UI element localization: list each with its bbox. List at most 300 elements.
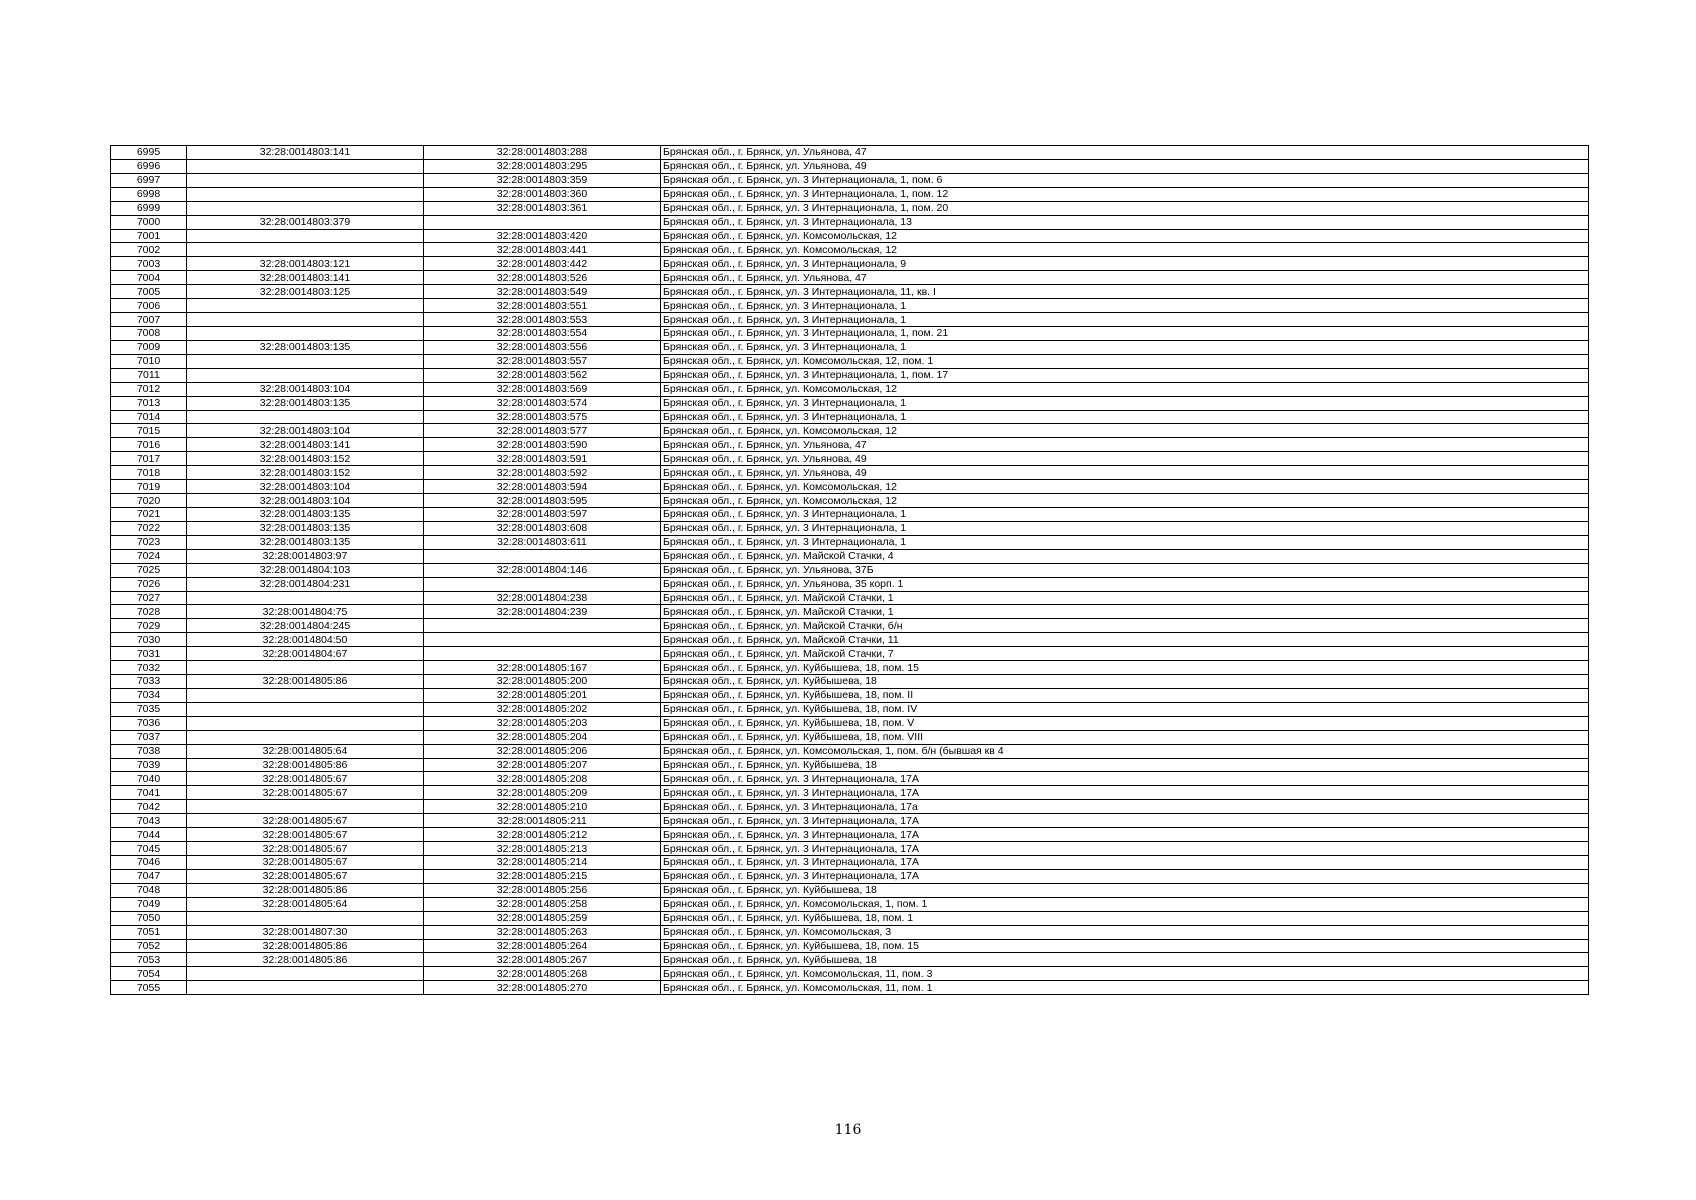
address-cell: Брянская обл., г. Брянск, ул. 3 Интернационала, 1, пом. 12 (661, 187, 1589, 201)
table-row (111, 215, 1589, 229)
parent-cadastral-number-cell: 32:28:0014805:86 (187, 953, 424, 967)
parent-cadastral-number-cell (187, 187, 424, 201)
parent-cadastral-number-cell (187, 730, 424, 744)
parent-cadastral-number-cell: 32:28:0014804:245 (187, 619, 424, 633)
address-cell: Брянская обл., г. Брянск, ул. 3 Интернационала, 17А (661, 828, 1589, 842)
address-cell: Брянская обл., г. Брянск, ул. 3 Интернационала, 13 (661, 215, 1589, 229)
table-row (111, 786, 1589, 800)
cadastral-number-cell: 32:28:0014805:268 (424, 967, 661, 981)
address-cell: Брянская обл., г. Брянск, ул. 3 Интернационала, 17А (661, 856, 1589, 870)
address-cell: Брянская обл., г. Брянск, ул. Куйбышева, 18, пом. II (661, 688, 1589, 702)
row-number-cell: 7036 (111, 716, 187, 730)
table-row (111, 424, 1589, 438)
row-number-cell: 7004 (111, 271, 187, 285)
table-row (111, 772, 1589, 786)
address-cell: Брянская обл., г. Брянск, ул. Комсомольская, 11, пом. 3 (661, 967, 1589, 981)
row-number-cell: 7026 (111, 577, 187, 591)
table-row (111, 814, 1589, 828)
table-row (111, 577, 1589, 591)
cadastral-number-cell: 32:28:0014805:267 (424, 953, 661, 967)
page-number: 116 (834, 1122, 862, 1138)
address-cell: Брянская обл., г. Брянск, ул. Комсомольская, 1, пом. 1 (661, 897, 1589, 911)
table-row (111, 257, 1589, 271)
address-cell: Брянская обл., г. Брянск, ул. 3 Интернационала, 1 (661, 535, 1589, 549)
cadastral-number-cell: 32:28:0014803:553 (424, 313, 661, 327)
cadastral-number-cell: 32:28:0014803:562 (424, 368, 661, 382)
row-number-cell: 7035 (111, 702, 187, 716)
address-cell: Брянская обл., г. Брянск, ул. 3 Интернационала, 1 (661, 313, 1589, 327)
cadastral-number-cell: 32:28:0014805:212 (424, 828, 661, 842)
address-cell: Брянская обл., г. Брянск, ул. Комсомольская, 12 (661, 382, 1589, 396)
table-row (111, 716, 1589, 730)
row-number-cell: 7023 (111, 535, 187, 549)
cadastral-number-cell: 32:28:0014805:211 (424, 814, 661, 828)
address-cell: Брянская обл., г. Брянск, ул. Ульянова, 49 (661, 452, 1589, 466)
table-row (111, 925, 1589, 939)
property-register-table (110, 145, 1589, 995)
cadastral-number-cell: 32:28:0014803:441 (424, 243, 661, 257)
row-number-cell: 7055 (111, 981, 187, 995)
row-number-cell: 7001 (111, 229, 187, 243)
address-cell: Брянская обл., г. Брянск, ул. 3 Интернационала, 11, кв. I (661, 285, 1589, 299)
address-cell: Брянская обл., г. Брянск, ул. 3 Интернационала, 1 (661, 340, 1589, 354)
address-cell: Брянская обл., г. Брянск, ул. 3 Интернационала, 17А (661, 786, 1589, 800)
parent-cadastral-number-cell: 32:28:0014804:50 (187, 633, 424, 647)
parent-cadastral-number-cell: 32:28:0014805:67 (187, 814, 424, 828)
cadastral-number-cell: 32:28:0014803:360 (424, 187, 661, 201)
table-row (111, 521, 1589, 535)
cadastral-number-cell: 32:28:0014803:551 (424, 299, 661, 313)
table-row (111, 382, 1589, 396)
address-cell: Брянская обл., г. Брянск, ул. 3 Интернационала, 1 (661, 507, 1589, 521)
table-row (111, 967, 1589, 981)
cadastral-number-cell (424, 215, 661, 229)
table-row (111, 340, 1589, 354)
parent-cadastral-number-cell: 32:28:0014803:104 (187, 382, 424, 396)
parent-cadastral-number-cell: 32:28:0014805:86 (187, 675, 424, 689)
parent-cadastral-number-cell: 32:28:0014803:97 (187, 549, 424, 563)
row-number-cell: 7020 (111, 494, 187, 508)
cadastral-number-cell: 32:28:0014805:270 (424, 981, 661, 995)
row-number-cell: 7042 (111, 800, 187, 814)
cadastral-number-cell (424, 577, 661, 591)
row-number-cell: 7006 (111, 299, 187, 313)
cadastral-number-cell: 32:28:0014803:569 (424, 382, 661, 396)
table-row (111, 911, 1589, 925)
row-number-cell: 7008 (111, 326, 187, 340)
table-row (111, 939, 1589, 953)
table-row (111, 229, 1589, 243)
cadastral-number-cell: 32:28:0014805:210 (424, 800, 661, 814)
table-row (111, 466, 1589, 480)
table-row (111, 744, 1589, 758)
row-number-cell: 7025 (111, 563, 187, 577)
cadastral-number-cell: 32:28:0014805:207 (424, 758, 661, 772)
table-row (111, 285, 1589, 299)
row-number-cell: 7052 (111, 939, 187, 953)
address-cell: Брянская обл., г. Брянск, ул. Майской Стачки, 1 (661, 591, 1589, 605)
cadastral-number-cell: 32:28:0014805:259 (424, 911, 661, 925)
address-cell: Брянская обл., г. Брянск, ул. 3 Интернационала, 1 (661, 299, 1589, 313)
parent-cadastral-number-cell: 32:28:0014803:104 (187, 480, 424, 494)
row-number-cell: 7031 (111, 647, 187, 661)
parent-cadastral-number-cell (187, 688, 424, 702)
table-row (111, 688, 1589, 702)
parent-cadastral-number-cell (187, 410, 424, 424)
cadastral-number-cell: 32:28:0014805:264 (424, 939, 661, 953)
table-row (111, 675, 1589, 689)
address-cell: Брянская обл., г. Брянск, ул. Ульянова, 47 (661, 146, 1589, 160)
cadastral-number-cell (424, 647, 661, 661)
cadastral-number-cell: 32:28:0014805:263 (424, 925, 661, 939)
cadastral-number-cell: 32:28:0014805:258 (424, 897, 661, 911)
address-cell: Брянская обл., г. Брянск, ул. 3 Интернационала, 1 (661, 396, 1589, 410)
row-number-cell: 7019 (111, 480, 187, 494)
cadastral-number-cell: 32:28:0014803:594 (424, 480, 661, 494)
address-cell: Брянская обл., г. Брянск, ул. Ульянова, 35 корп. 1 (661, 577, 1589, 591)
table-row (111, 173, 1589, 187)
cadastral-number-cell: 32:28:0014803:595 (424, 494, 661, 508)
table-row (111, 897, 1589, 911)
parent-cadastral-number-cell: 32:28:0014803:121 (187, 257, 424, 271)
cadastral-number-cell: 32:28:0014803:577 (424, 424, 661, 438)
row-number-cell: 7003 (111, 257, 187, 271)
table-row (111, 201, 1589, 215)
parent-cadastral-number-cell: 32:28:0014803:135 (187, 340, 424, 354)
table-row (111, 159, 1589, 173)
parent-cadastral-number-cell: 32:28:0014803:141 (187, 271, 424, 285)
table-row (111, 981, 1589, 995)
cadastral-number-cell: 32:28:0014803:359 (424, 173, 661, 187)
address-cell: Брянская обл., г. Брянск, ул. 3 Интернационала, 1, пом. 6 (661, 173, 1589, 187)
row-number-cell: 6997 (111, 173, 187, 187)
row-number-cell: 7014 (111, 410, 187, 424)
table-row (111, 856, 1589, 870)
cadastral-number-cell: 32:28:0014803:442 (424, 257, 661, 271)
parent-cadastral-number-cell (187, 981, 424, 995)
parent-cadastral-number-cell: 32:28:0014805:86 (187, 883, 424, 897)
parent-cadastral-number-cell: 32:28:0014803:152 (187, 452, 424, 466)
cadastral-number-cell: 32:28:0014805:215 (424, 869, 661, 883)
parent-cadastral-number-cell (187, 368, 424, 382)
cadastral-number-cell: 32:28:0014803:597 (424, 507, 661, 521)
table-row (111, 396, 1589, 410)
cadastral-number-cell: 32:28:0014803:590 (424, 438, 661, 452)
row-number-cell: 7037 (111, 730, 187, 744)
address-cell: Брянская обл., г. Брянск, ул. 3 Интернационала, 1 (661, 410, 1589, 424)
address-cell: Брянская обл., г. Брянск, ул. 3 Интернационала, 17А (661, 842, 1589, 856)
table-row (111, 702, 1589, 716)
parent-cadastral-number-cell (187, 313, 424, 327)
row-number-cell: 7048 (111, 883, 187, 897)
row-number-cell: 7043 (111, 814, 187, 828)
parent-cadastral-number-cell: 32:28:0014804:75 (187, 605, 424, 619)
parent-cadastral-number-cell: 32:28:0014803:135 (187, 521, 424, 535)
row-number-cell: 7007 (111, 313, 187, 327)
parent-cadastral-number-cell: 32:28:0014805:67 (187, 828, 424, 842)
cadastral-number-cell: 32:28:0014803:526 (424, 271, 661, 285)
parent-cadastral-number-cell: 32:28:0014807:30 (187, 925, 424, 939)
row-number-cell: 7018 (111, 466, 187, 480)
address-cell: Брянская обл., г. Брянск, ул. Куйбышева, 18, пом. 15 (661, 939, 1589, 953)
table-row (111, 647, 1589, 661)
address-cell: Брянская обл., г. Брянск, ул. Ульянова, 47 (661, 438, 1589, 452)
row-number-cell: 7016 (111, 438, 187, 452)
parent-cadastral-number-cell (187, 354, 424, 368)
row-number-cell: 6996 (111, 159, 187, 173)
cadastral-number-cell: 32:28:0014805:204 (424, 730, 661, 744)
address-cell: Брянская обл., г. Брянск, ул. Куйбышева, 18 (661, 883, 1589, 897)
cadastral-number-cell: 32:28:0014804:239 (424, 605, 661, 619)
parent-cadastral-number-cell: 32:28:0014803:104 (187, 494, 424, 508)
table-row (111, 299, 1589, 313)
row-number-cell: 7050 (111, 911, 187, 925)
parent-cadastral-number-cell (187, 702, 424, 716)
row-number-cell: 7015 (111, 424, 187, 438)
parent-cadastral-number-cell (187, 800, 424, 814)
address-cell: Брянская обл., г. Брянск, ул. Куйбышева, 18, пом. VIII (661, 730, 1589, 744)
cadastral-number-cell: 32:28:0014805:203 (424, 716, 661, 730)
address-cell: Брянская обл., г. Брянск, ул. Ульянова, 49 (661, 159, 1589, 173)
table-row (111, 354, 1589, 368)
cadastral-number-cell: 32:28:0014805:167 (424, 661, 661, 675)
table-row (111, 633, 1589, 647)
parent-cadastral-number-cell (187, 243, 424, 257)
cadastral-number-cell: 32:28:0014805:206 (424, 744, 661, 758)
parent-cadastral-number-cell (187, 326, 424, 340)
cadastral-number-cell: 32:28:0014803:608 (424, 521, 661, 535)
row-number-cell: 7044 (111, 828, 187, 842)
table-row (111, 313, 1589, 327)
row-number-cell: 7034 (111, 688, 187, 702)
row-number-cell: 7022 (111, 521, 187, 535)
cadastral-number-cell (424, 549, 661, 563)
table-row (111, 438, 1589, 452)
address-cell: Брянская обл., г. Брянск, ул. Комсомольская, 1, пом. б/н (бывшая кв 4 (661, 744, 1589, 758)
cadastral-number-cell: 32:28:0014804:238 (424, 591, 661, 605)
address-cell: Брянская обл., г. Брянск, ул. 3 Интернационала, 9 (661, 257, 1589, 271)
parent-cadastral-number-cell: 32:28:0014804:67 (187, 647, 424, 661)
cadastral-number-cell: 32:28:0014803:361 (424, 201, 661, 215)
row-number-cell: 7024 (111, 549, 187, 563)
parent-cadastral-number-cell (187, 661, 424, 675)
row-number-cell: 6998 (111, 187, 187, 201)
cadastral-number-cell: 32:28:0014803:575 (424, 410, 661, 424)
table-row (111, 842, 1589, 856)
address-cell: Брянская обл., г. Брянск, ул. Куйбышева, 18 (661, 758, 1589, 772)
cadastral-number-cell: 32:28:0014804:146 (424, 563, 661, 577)
table-row (111, 494, 1589, 508)
table-row (111, 326, 1589, 340)
parent-cadastral-number-cell: 32:28:0014805:67 (187, 842, 424, 856)
row-number-cell: 7029 (111, 619, 187, 633)
table-row (111, 828, 1589, 842)
address-cell: Брянская обл., г. Брянск, ул. Комсомольская, 12 (661, 480, 1589, 494)
parent-cadastral-number-cell (187, 716, 424, 730)
parent-cadastral-number-cell: 32:28:0014803:141 (187, 146, 424, 160)
address-cell: Брянская обл., г. Брянск, ул. Комсомольская, 12 (661, 243, 1589, 257)
row-number-cell: 7017 (111, 452, 187, 466)
cadastral-number-cell: 32:28:0014803:295 (424, 159, 661, 173)
table-row (111, 243, 1589, 257)
row-number-cell: 7000 (111, 215, 187, 229)
address-cell: Брянская обл., г. Брянск, ул. Комсомольская, 12 (661, 494, 1589, 508)
table-row (111, 619, 1589, 633)
table-row (111, 535, 1589, 549)
cadastral-number-cell: 32:28:0014803:557 (424, 354, 661, 368)
cadastral-number-cell: 32:28:0014803:556 (424, 340, 661, 354)
address-cell: Брянская обл., г. Брянск, ул. 3 Интернационала, 17а (661, 800, 1589, 814)
row-number-cell: 7027 (111, 591, 187, 605)
parent-cadastral-number-cell: 32:28:0014805:64 (187, 744, 424, 758)
row-number-cell: 7005 (111, 285, 187, 299)
table-row (111, 271, 1589, 285)
parent-cadastral-number-cell: 32:28:0014805:67 (187, 772, 424, 786)
cadastral-number-cell: 32:28:0014805:201 (424, 688, 661, 702)
cadastral-number-cell: 32:28:0014805:256 (424, 883, 661, 897)
row-number-cell: 7051 (111, 925, 187, 939)
address-cell: Брянская обл., г. Брянск, ул. Куйбышева, 18, пом. IV (661, 702, 1589, 716)
table-row (111, 480, 1589, 494)
table-row (111, 410, 1589, 424)
table-row (111, 507, 1589, 521)
cadastral-number-cell: 32:28:0014803:611 (424, 535, 661, 549)
address-cell: Брянская обл., г. Брянск, ул. Ульянова, 47 (661, 271, 1589, 285)
row-number-cell: 7012 (111, 382, 187, 396)
address-cell: Брянская обл., г. Брянск, ул. Комсомольская, 12 (661, 229, 1589, 243)
row-number-cell: 6999 (111, 201, 187, 215)
parent-cadastral-number-cell: 32:28:0014803:104 (187, 424, 424, 438)
address-cell: Брянская обл., г. Брянск, ул. 3 Интернационала, 1, пом. 20 (661, 201, 1589, 215)
row-number-cell: 7033 (111, 675, 187, 689)
cadastral-number-cell: 32:28:0014805:209 (424, 786, 661, 800)
parent-cadastral-number-cell (187, 159, 424, 173)
cadastral-number-cell: 32:28:0014805:208 (424, 772, 661, 786)
parent-cadastral-number-cell: 32:28:0014805:86 (187, 939, 424, 953)
row-number-cell: 7011 (111, 368, 187, 382)
row-number-cell: 7038 (111, 744, 187, 758)
address-cell: Брянская обл., г. Брянск, ул. Майской Стачки, 11 (661, 633, 1589, 647)
parent-cadastral-number-cell: 32:28:0014804:103 (187, 563, 424, 577)
parent-cadastral-number-cell: 32:28:0014805:64 (187, 897, 424, 911)
table-row (111, 661, 1589, 675)
parent-cadastral-number-cell (187, 591, 424, 605)
parent-cadastral-number-cell (187, 229, 424, 243)
address-cell: Брянская обл., г. Брянск, ул. Комсомольская, 12, пом. 1 (661, 354, 1589, 368)
address-cell: Брянская обл., г. Брянск, ул. Майской Стачки, 1 (661, 605, 1589, 619)
row-number-cell: 7032 (111, 661, 187, 675)
table-row (111, 368, 1589, 382)
address-cell: Брянская обл., г. Брянск, ул. 3 Интернационала, 17А (661, 772, 1589, 786)
table-row (111, 549, 1589, 563)
row-number-cell: 7054 (111, 967, 187, 981)
table-row (111, 758, 1589, 772)
cadastral-number-cell: 32:28:0014803:554 (424, 326, 661, 340)
row-number-cell: 7041 (111, 786, 187, 800)
parent-cadastral-number-cell: 32:28:0014803:135 (187, 507, 424, 521)
row-number-cell: 6995 (111, 146, 187, 160)
table-row (111, 869, 1589, 883)
row-number-cell: 7053 (111, 953, 187, 967)
address-cell: Брянская обл., г. Брянск, ул. Куйбышева, 18, пом. V (661, 716, 1589, 730)
parent-cadastral-number-cell: 32:28:0014803:135 (187, 396, 424, 410)
address-cell: Брянская обл., г. Брянск, ул. 3 Интернационала, 1 (661, 521, 1589, 535)
address-cell: Брянская обл., г. Брянск, ул. Куйбышева, 18 (661, 675, 1589, 689)
table-row (111, 953, 1589, 967)
cadastral-number-cell: 32:28:0014805:200 (424, 675, 661, 689)
row-number-cell: 7047 (111, 869, 187, 883)
address-cell: Брянская обл., г. Брянск, ул. 3 Интернационала, 1, пом. 21 (661, 326, 1589, 340)
row-number-cell: 7009 (111, 340, 187, 354)
parent-cadastral-number-cell: 32:28:0014803:379 (187, 215, 424, 229)
table-row (111, 800, 1589, 814)
cadastral-number-cell: 32:28:0014803:592 (424, 466, 661, 480)
table-row (111, 883, 1589, 897)
cadastral-number-cell: 32:28:0014803:549 (424, 285, 661, 299)
address-cell: Брянская обл., г. Брянск, ул. Куйбышева, 18, пом. 15 (661, 661, 1589, 675)
table-row (111, 591, 1589, 605)
parent-cadastral-number-cell (187, 911, 424, 925)
parent-cadastral-number-cell: 32:28:0014803:125 (187, 285, 424, 299)
cadastral-number-cell (424, 619, 661, 633)
table-row (111, 146, 1589, 160)
cadastral-number-cell: 32:28:0014803:591 (424, 452, 661, 466)
parent-cadastral-number-cell (187, 201, 424, 215)
address-cell: Брянская обл., г. Брянск, ул. Майской Стачки, 4 (661, 549, 1589, 563)
address-cell: Брянская обл., г. Брянск, ул. Куйбышева, 18, пом. 1 (661, 911, 1589, 925)
row-number-cell: 7046 (111, 856, 187, 870)
parent-cadastral-number-cell: 32:28:0014803:141 (187, 438, 424, 452)
parent-cadastral-number-cell: 32:28:0014803:152 (187, 466, 424, 480)
property-register-body (111, 146, 1589, 995)
parent-cadastral-number-cell: 32:28:0014804:231 (187, 577, 424, 591)
address-cell: Брянская обл., г. Брянск, ул. Майской Стачки, 7 (661, 647, 1589, 661)
cadastral-number-cell: 32:28:0014803:288 (424, 146, 661, 160)
cadastral-number-cell (424, 633, 661, 647)
parent-cadastral-number-cell: 32:28:0014805:86 (187, 758, 424, 772)
row-number-cell: 7049 (111, 897, 187, 911)
address-cell: Брянская обл., г. Брянск, ул. Ульянова, 49 (661, 466, 1589, 480)
address-cell: Брянская обл., г. Брянск, ул. 3 Интернационала, 17А (661, 869, 1589, 883)
table-row (111, 563, 1589, 577)
row-number-cell: 7030 (111, 633, 187, 647)
row-number-cell: 7028 (111, 605, 187, 619)
address-cell: Брянская обл., г. Брянск, ул. Ульянова, 37Б (661, 563, 1589, 577)
address-cell: Брянская обл., г. Брянск, ул. 3 Интернационала, 1, пом. 17 (661, 368, 1589, 382)
parent-cadastral-number-cell: 32:28:0014803:135 (187, 535, 424, 549)
parent-cadastral-number-cell: 32:28:0014805:67 (187, 869, 424, 883)
address-cell: Брянская обл., г. Брянск, ул. Комсомольская, 3 (661, 925, 1589, 939)
parent-cadastral-number-cell (187, 173, 424, 187)
address-cell: Брянская обл., г. Брянск, ул. Комсомольская, 11, пом. 1 (661, 981, 1589, 995)
parent-cadastral-number-cell: 32:28:0014805:67 (187, 786, 424, 800)
table-row (111, 452, 1589, 466)
address-cell: Брянская обл., г. Брянск, ул. Майской Стачки, б/н (661, 619, 1589, 633)
row-number-cell: 7002 (111, 243, 187, 257)
address-cell: Брянская обл., г. Брянск, ул. Комсомольская, 12 (661, 424, 1589, 438)
row-number-cell: 7045 (111, 842, 187, 856)
address-cell: Брянская обл., г. Брянск, ул. Куйбышева, 18 (661, 953, 1589, 967)
row-number-cell: 7039 (111, 758, 187, 772)
cadastral-number-cell: 32:28:0014805:214 (424, 856, 661, 870)
table-row (111, 187, 1589, 201)
cadastral-number-cell: 32:28:0014803:420 (424, 229, 661, 243)
row-number-cell: 7040 (111, 772, 187, 786)
table-row (111, 605, 1589, 619)
cadastral-number-cell: 32:28:0014805:213 (424, 842, 661, 856)
row-number-cell: 7010 (111, 354, 187, 368)
parent-cadastral-number-cell: 32:28:0014805:67 (187, 856, 424, 870)
